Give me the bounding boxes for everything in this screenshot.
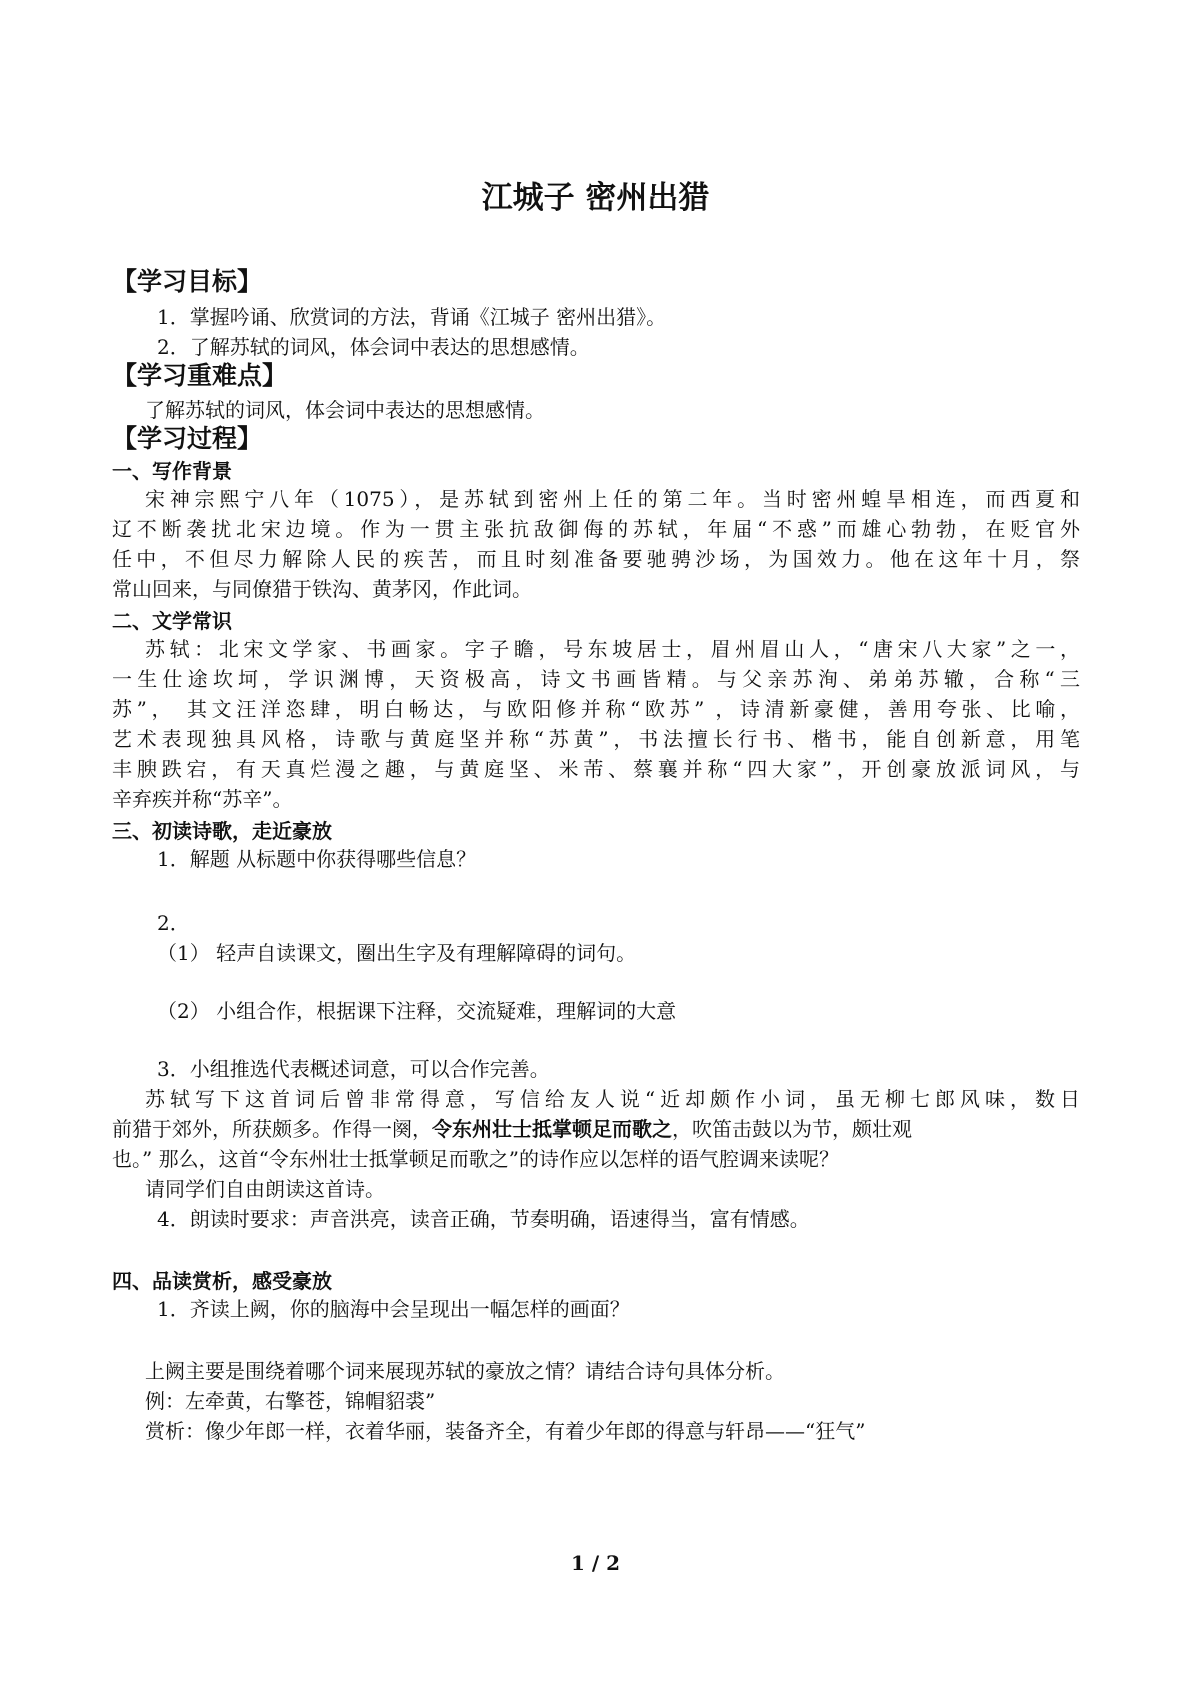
- question-1: 1．解题 从标题中你获得哪些信息？: [157, 847, 477, 871]
- question-2-2: （2） 小组合作，根据课下注释，交流疑难，理解词的大意: [157, 999, 677, 1023]
- paragraph-line: 丰腴跌宕，有天真烂漫之趣，与黄庭坚、米芾、蔡襄并称“四大家”，开创豪放派词风，与: [112, 757, 1080, 781]
- page-number: 1 / 2: [570, 1551, 621, 1575]
- process-heading: 【学习过程】: [112, 424, 263, 453]
- paragraph-line: 苏轼写下这首词后曾非常得意，写信给友人说“近却颇作小词，虽无柳七郎风味，数日: [145, 1087, 1080, 1111]
- question-2-1: （1） 轻声自读课文，圈出生字及有理解障碍的词句。: [157, 941, 637, 965]
- paragraph-line: 苏”， 其文汪洋恣肆，明白畅达，与欧阳修并称“欧苏” ，诗清新豪健，善用夸张、比喻，: [112, 697, 1080, 721]
- paragraph-line: 任中，不但尽力解除人民的疾苦，而且时刻准备要驰骋沙场，为国效力。他在这年十月，祭: [112, 547, 1080, 571]
- key-points-heading: 【学习重难点】: [112, 361, 288, 390]
- question-4: 4．朗读时要求：声音洪亮，读音正确，节奏明确，语速得当，富有情感。: [157, 1207, 810, 1231]
- analysis-line: 赏析：像少年郎一样，衣着华丽，装备齐全，有着少年郎的得意与轩昂——“狂气”: [145, 1419, 866, 1443]
- objective-item: 1．掌握吟诵、欣赏词的方法，背诵《江城子 密州出猎》。: [157, 305, 667, 329]
- objectives-heading: 【学习目标】: [112, 267, 263, 296]
- objective-item: 2．了解苏轼的词风，体会词中表达的思想感情。: [157, 335, 590, 359]
- paragraph-line: 辛弃疾并称“苏辛”。: [112, 787, 293, 811]
- appreciation-heading: 四、品读赏析，感受豪放: [112, 1269, 332, 1293]
- paragraph-line: 也。” 那么，这首“令东州壮士抵掌顿足而歌之”的诗作应以怎样的语气腔调来读呢？: [112, 1147, 840, 1171]
- quote-text: ，吹笛击鼓以为节，颇壮观: [672, 1117, 912, 1141]
- paragraph-line: 苏轼：北宋文学家、书画家。字子瞻，号东坡居士，眉州眉山人，“唐宋八大家”之一，: [145, 637, 1080, 661]
- appreciation-question-2: 上阙主要是围绕着哪个词来展现苏轼的豪放之情？请结合诗句具体分析。: [145, 1359, 785, 1383]
- question-2: 2．: [157, 911, 190, 935]
- quote-emphasis: 令东州壮士抵掌顿足而歌之: [432, 1117, 672, 1141]
- paragraph-line: 一生仕途坎坷，学识渊博，天资极高，诗文书画皆精。与父亲苏洵、弟弟苏辙，合称“三: [112, 667, 1080, 691]
- paragraph-line: 常山回来，与同僚猎于铁沟、黄茅冈，作此词。: [112, 577, 532, 601]
- paragraph-line: 艺术表现独具风格，诗歌与黄庭坚并称“苏黄”，书法擅长行书、楷书，能自创新意，用笔: [112, 727, 1080, 751]
- question-3: 3．小组推选代表概述词意，可以合作完善。: [157, 1057, 550, 1081]
- example-line: 例：左牵黄，右擎苍，锦帽貂裘”: [145, 1389, 436, 1413]
- first-reading-heading: 三、初读诗歌，走近豪放: [112, 819, 332, 843]
- quote-text: 前猎于郊外，所获颇多。作得一阕，: [112, 1117, 432, 1141]
- paragraph-line: 宋神宗熙宁八年（1075），是苏轼到密州上任的第二年。当时密州蝗旱相连，而西夏和: [145, 487, 1080, 511]
- invite-line: 请同学们自由朗读这首诗。: [145, 1177, 385, 1201]
- background-heading: 一、写作背景: [112, 459, 232, 483]
- literature-heading: 二、文学常识: [112, 609, 232, 633]
- appreciation-question-1: 1．齐读上阙，你的脑海中会呈现出一幅怎样的画面？: [157, 1297, 630, 1321]
- page-title: 江城子 密州出猎: [481, 180, 710, 216]
- key-points-text: 了解苏轼的词风，体会词中表达的思想感情。: [145, 398, 545, 422]
- paragraph-line: 辽不断袭扰北宋边境。作为一贯主张抗敌御侮的苏轼，年届“不惑”而雄心勃勃，在贬官外: [112, 517, 1080, 541]
- quote-line: [112, 1113, 1080, 1142]
